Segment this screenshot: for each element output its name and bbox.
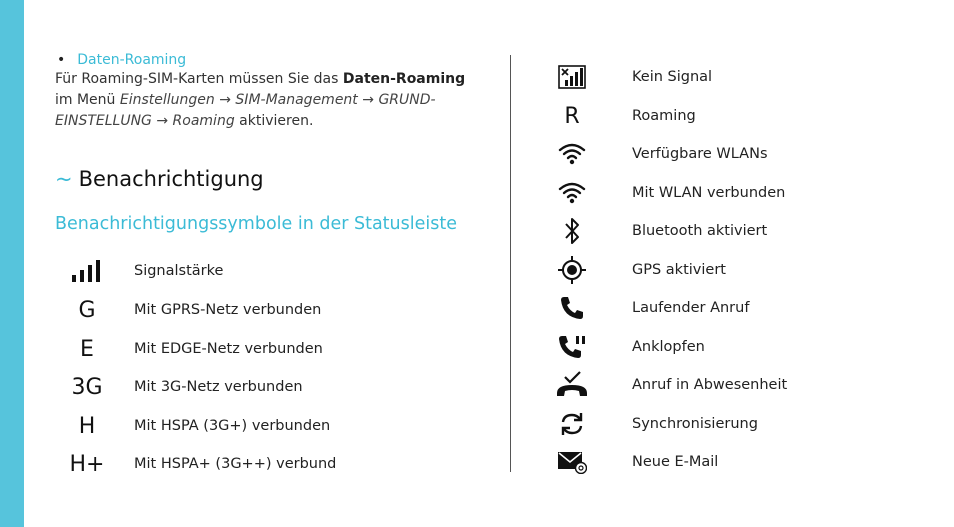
list-item bbox=[0, 405, 758, 443]
hspa-plus-symbol: H+ bbox=[69, 451, 105, 477]
list-item bbox=[0, 289, 749, 327]
item-label: Mit HSPA (3G+) verbunden bbox=[134, 418, 331, 434]
bullet-dot: • bbox=[57, 52, 66, 68]
heading-title: Benachrichtigung bbox=[78, 167, 264, 191]
wifi-available-icon bbox=[543, 142, 601, 166]
para-menu-item: GRUND- bbox=[378, 92, 436, 108]
item-label: GPS aktiviert bbox=[632, 262, 726, 278]
list-item bbox=[0, 174, 785, 212]
item-label: Roaming bbox=[632, 108, 696, 124]
para-bold: Daten-Roaming bbox=[342, 71, 466, 87]
no-signal-icon bbox=[543, 65, 601, 89]
bluetooth-icon bbox=[543, 216, 601, 246]
list-item bbox=[0, 135, 768, 173]
subheading: Benachrichtigungssymbole in der Statusleiste bbox=[55, 214, 457, 234]
item-label: Mit 3G-Netz verbunden bbox=[134, 379, 303, 395]
item-label: Signalstärke bbox=[134, 263, 224, 279]
missed-call-icon bbox=[543, 371, 601, 399]
item-label: Kein Signal bbox=[632, 69, 713, 85]
para-menu-item: Einstellungen bbox=[119, 92, 215, 108]
item-label: Anruf in Abwesenheit bbox=[632, 377, 788, 393]
item-label: Verfügbare WLANs bbox=[632, 146, 768, 162]
new-email-icon bbox=[543, 450, 601, 474]
item-label: Mit GPRS-Netz verbunden bbox=[134, 302, 322, 318]
para-menu-item: EINSTELLUNG bbox=[55, 113, 152, 129]
list-item bbox=[0, 212, 767, 250]
item-label: Synchronisierung bbox=[632, 416, 758, 432]
item-label: Neue E-Mail bbox=[632, 454, 719, 470]
call-waiting-icon bbox=[543, 334, 601, 360]
roaming-symbol: R bbox=[564, 103, 580, 129]
list-item bbox=[0, 58, 712, 96]
list-item bbox=[0, 366, 787, 404]
sync-icon bbox=[543, 410, 601, 438]
para-menu-item: SIM-Management bbox=[235, 92, 358, 108]
para-text: Für Roaming-SIM-Karten müssen Sie das bbox=[55, 71, 343, 87]
item-label: Mit WLAN verbunden bbox=[632, 185, 786, 201]
edge-symbol: E bbox=[80, 336, 94, 362]
para-menu-item: Roaming bbox=[172, 113, 235, 129]
wifi-connected-icon bbox=[543, 181, 601, 205]
phone-call-icon bbox=[543, 295, 601, 321]
para-text: aktivieren. bbox=[234, 113, 314, 129]
3g-symbol: 3G bbox=[71, 374, 103, 400]
heading-tilde: ~ bbox=[55, 167, 73, 191]
gprs-symbol: G bbox=[78, 297, 96, 323]
item-label: Laufender Anruf bbox=[632, 300, 750, 316]
gps-icon bbox=[543, 255, 601, 285]
item-label: Mit HSPA+ (3G++) verbund bbox=[134, 456, 337, 472]
list-item bbox=[0, 97, 696, 135]
item-label: Bluetooth aktiviert bbox=[632, 223, 768, 239]
list-item bbox=[0, 251, 726, 289]
item-label: Anklopfen bbox=[632, 339, 705, 355]
bullet-label: Daten-Roaming bbox=[77, 52, 187, 68]
list-item bbox=[0, 328, 705, 366]
para-arrow: → bbox=[151, 113, 173, 129]
para-arrow: → bbox=[214, 92, 236, 108]
list-item bbox=[0, 443, 718, 481]
para-text: im Menü bbox=[55, 92, 120, 108]
hspa-symbol: H bbox=[78, 413, 96, 439]
para-arrow: → bbox=[357, 92, 379, 108]
item-label: Mit EDGE-Netz verbunden bbox=[134, 341, 323, 357]
